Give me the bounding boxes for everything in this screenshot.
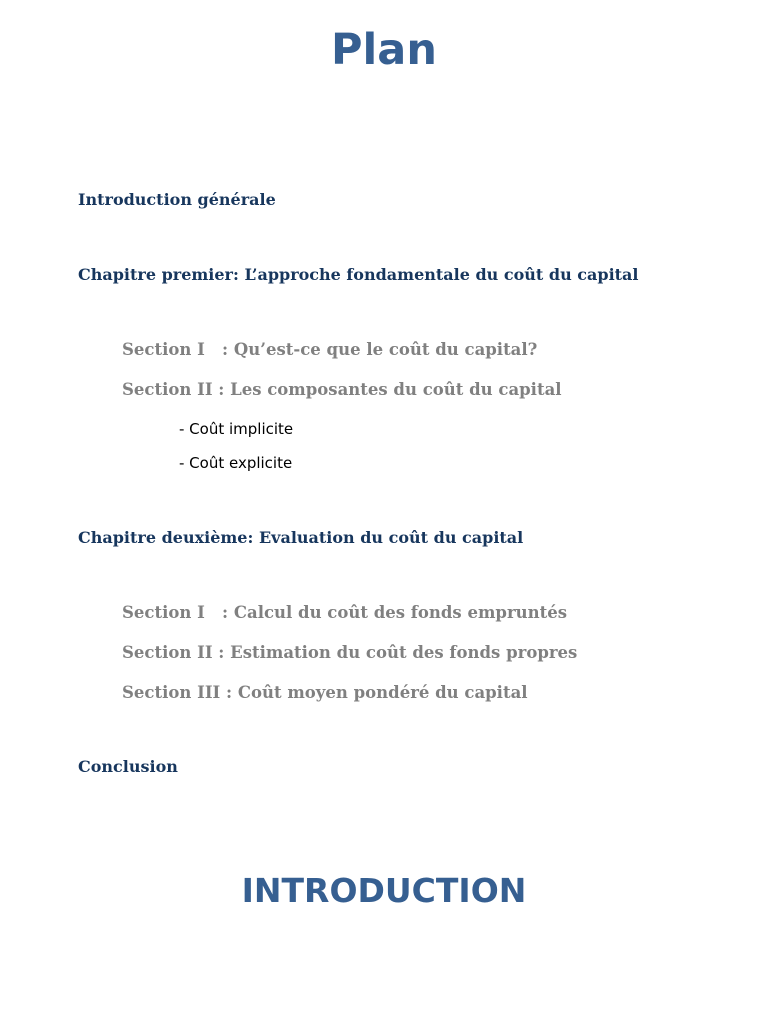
introduction-title: INTRODUCTION: [241, 871, 527, 910]
chapter-2-section-3: Section III : Coût moyen pondéré du capital: [122, 683, 528, 702]
chapter-2-heading: Chapitre deuxième: Evaluation du coût du capital: [78, 528, 524, 547]
chapter-1-subitem-2: - Coût explicite: [179, 454, 293, 472]
chapter-1-section-2: Section II : Les composantes du coût du capital: [122, 380, 562, 399]
conclusion-heading: Conclusion: [78, 757, 178, 776]
chapter-2-section-2: Section II : Estimation du coût des fonds propres: [122, 643, 578, 662]
chapter-1-subitem-1: - Coût implicite: [179, 420, 294, 438]
plan-title: Plan: [331, 25, 437, 75]
chapter-1-section-1: Section I : Qu’est-ce que le coût du capital?: [122, 340, 538, 359]
chapter-1-heading: Chapitre premier: L’approche fondamentale du coût du capital: [78, 265, 639, 284]
chapter-2-section-1: Section I : Calcul du coût des fonds empruntés: [122, 603, 568, 622]
intro-heading: Introduction générale: [78, 190, 276, 209]
